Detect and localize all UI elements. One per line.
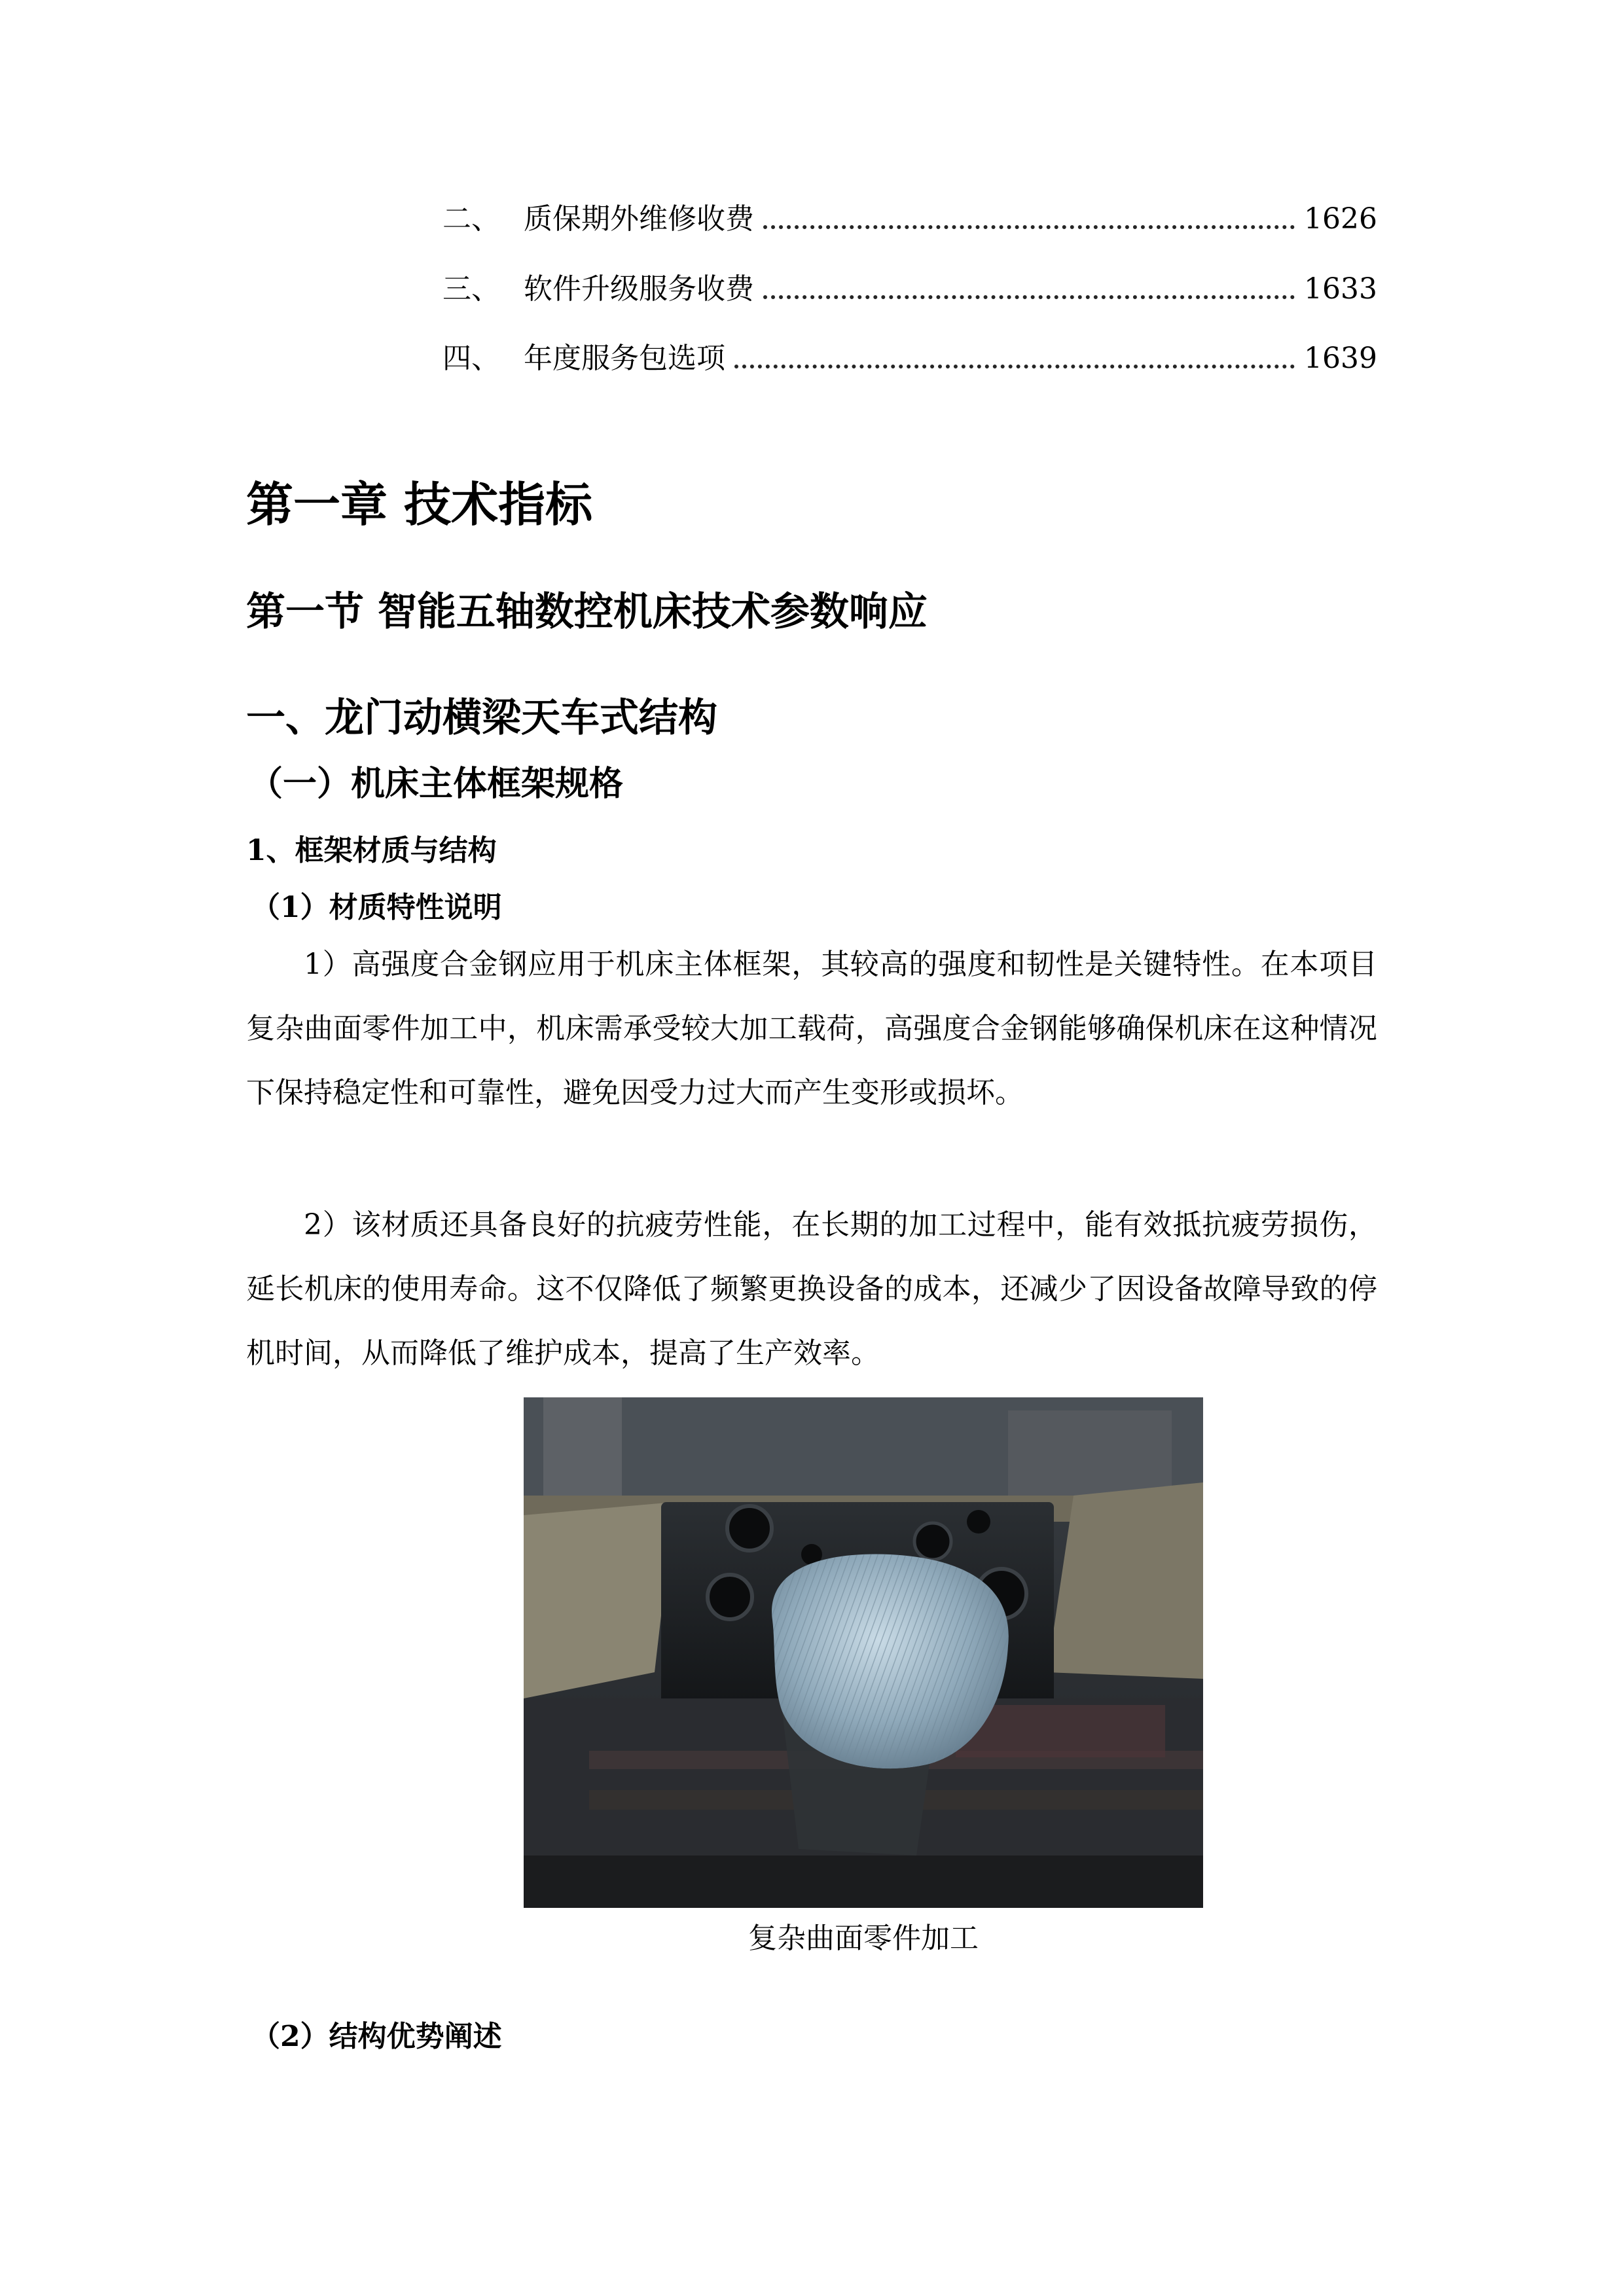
toc-entry-number: 二、 (442, 202, 500, 236)
toc-entry-page: 1626 (1304, 202, 1377, 236)
toc-entry-page: 1639 (1304, 342, 1377, 375)
point-title: （2）结构优势阐述 (251, 2020, 502, 2053)
toc-entry-page: 1633 (1304, 272, 1377, 306)
toc-entry-title: 质保期外维修收费 (524, 202, 754, 236)
toc-entry-number: 三、 (442, 272, 500, 306)
toc-entry[interactable] (442, 336, 1377, 382)
subsection-title: 一、龙门动横梁天车式结构 (246, 695, 717, 741)
toc-entry[interactable] (442, 196, 1377, 242)
chapter-title: 第一章 技术指标 (246, 477, 593, 532)
toc-entry-title: 软件升级服务收费 (524, 272, 754, 306)
machining-photo (524, 1397, 1203, 1908)
toc-entry-title: 年度服务包选项 (524, 342, 725, 375)
body-paragraph: 2）该材质还具备良好的抗疲劳性能，在长期的加工过程中，能有效抵抗疲劳损伤，延长机床的使用寿命。这不仅降低了频繁更换设备的成本，还减少了因设备故障导致的停机时间，从而降低了维护成本，提高了生产效率。 (246, 1208, 1377, 1370)
toc-entry[interactable] (442, 266, 1377, 312)
item-title: （一）机床主体框架规格 (249, 764, 624, 804)
body-paragraph: 1）高强度合金钢应用于机床主体框架，其较高的强度和韧性是关键特性。在本项目复杂曲面零件加工中，机床需承受较大加工载荷，高强度合金钢能够确保机床在这种情况下保持稳定性和可靠性，避免因受力过大而产生变形或损坏。 (246, 948, 1377, 1109)
toc-dot-leader (763, 216, 1295, 229)
toc-dot-leader (763, 286, 1295, 299)
section-title: 第一节 智能五轴数控机床技术参数响应 (246, 589, 928, 635)
figure-caption: 复杂曲面零件加工 (748, 1922, 979, 1955)
subitem-title: 1、框架材质与结构 (246, 834, 497, 867)
toc-dot-leader (734, 355, 1295, 368)
point-title: （1）材质特性说明 (251, 891, 502, 924)
toc-entry-number: 四、 (442, 342, 500, 375)
